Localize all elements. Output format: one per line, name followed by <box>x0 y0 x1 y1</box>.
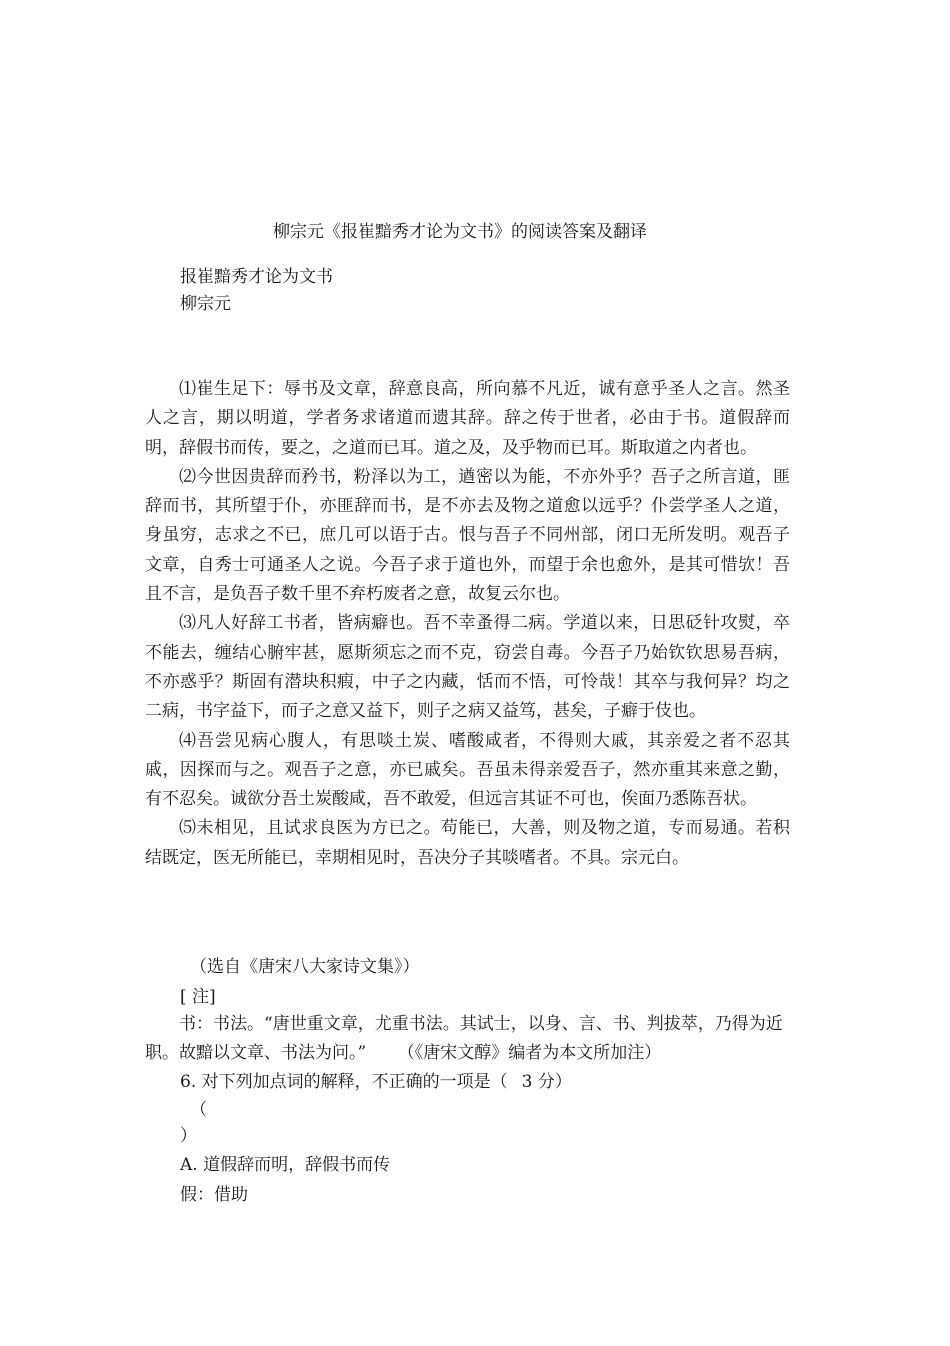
paragraph-2: ⑵今世因贵辞而矜书，粉泽以为工，遒密以为能，不亦外乎？吾子之所言道，匪辞而书，其所望于仆，亦匪辞而书，是不亦去及物之道愈以远乎？仆尝学圣人之道，身虽穷，志求之不已，庶几可以语于古。恨与吾子不同州部，闭口无所发明。观吾子文章，自秀士可通圣人之说。今吾子求于道也外，而望于余也愈外，是其可惜欤！吾且不言，是负吾子数千里不弃朽废者之意，故复云尔也。 <box>145 466 790 605</box>
paragraph-1: ⑴崔生足下：辱书及文章，辞意良高，所向慕不凡近，诚有意乎圣人之言。然圣人之言，期以明道，学者务求诸道而遗其辞。辞之传于世者，必由于书。道假辞而明，辞假书而传，要之，之道而已耳。道之及，及乎物而已耳。斯取道之内者也。 <box>145 379 790 458</box>
question-6 <box>180 1070 572 1094</box>
answer-paren-open: （ <box>190 1100 207 1120</box>
note-content: 书：书法。“唐世重文章，尤重书法。其试士，以身、言、书、判拔萃，乃得为近职。故黯以文章、书法为问。” <box>145 1014 783 1063</box>
note-text <box>145 1010 785 1068</box>
paragraph-3: ⑶凡人好辞工书者，皆病癖也。吾不幸蚤得二病。学道以来，日思砭针攻熨，卒不能去，缠结心腑牢甚，愿斯须忘之而不克，窃尝自毒。今吾子乃始钦钦思易吾病，不亦惑乎？斯固有潜块积瘕，中子之内藏，恬而不悟，可怜哉！其卒与我何异？均之二病，书字益下，而子之意又益下，则子之病又益笃，甚矣，子癖于伎也。 <box>145 613 790 722</box>
question-score: 3 分） <box>521 1072 572 1092</box>
note-heading: [ 注] <box>180 987 216 1007</box>
option-a-explanation: 假：借助 <box>180 1185 248 1205</box>
article-body <box>145 375 790 873</box>
paragraph-5: ⑸未相见，且试求良医为方已之。苟能已，大善，则及物之道，专而易通。若积结既定，医无所能已，幸期相见时，吾决分子其啖嗜者。不具。宗元白。 <box>145 818 790 868</box>
option-a: A. 道假辞而明，辞假书而传 <box>180 1155 391 1175</box>
question-stem: 6. 对下列加点词的解释，不正确的一项是（ <box>180 1072 508 1092</box>
source-citation: （选自《唐宋八大家诗文集》） <box>190 957 420 977</box>
note-reference: （《唐宋文醇》编者为本文所加注） <box>406 1043 662 1063</box>
document-title: 柳宗元《报崔黯秀才论为文书》的阅读答案及翻译 <box>273 222 647 242</box>
answer-paren-close: ） <box>180 1126 197 1146</box>
paragraph-4: ⑷吾尝见病心腹人，有思啖土炭、嗜酸咸者，不得则大戚，其亲爱之者不忍其戚，因探而与之。观吾子之意，亦已戚矣。吾虽未得亲爱吾子，然亦重其来意之勤，有不忍矣。诚欲分吾土炭酸咸，吾不敢爱，但远言其证不可也，俟面乃悉陈吾状。 <box>145 730 790 810</box>
article-author: 柳宗元 <box>180 294 231 314</box>
article-title: 报崔黯秀才论为文书 <box>180 267 333 287</box>
